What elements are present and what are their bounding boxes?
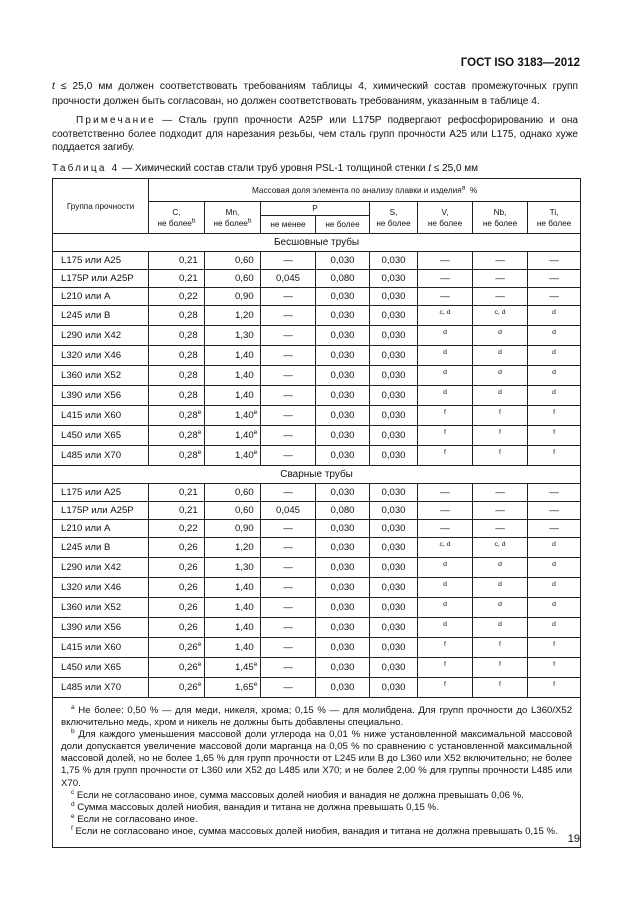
cell-nb: — bbox=[495, 273, 505, 284]
cell-p-max: 0,030 bbox=[330, 487, 355, 498]
table-row bbox=[53, 426, 581, 446]
table-row bbox=[53, 618, 581, 638]
cell-ti: — bbox=[549, 523, 559, 534]
cell-p-min: 0,045 bbox=[275, 273, 300, 284]
cell-c-sup: e bbox=[197, 640, 202, 648]
cell-mn: 1,30 bbox=[235, 562, 254, 573]
cell-s: 0,030 bbox=[381, 350, 406, 361]
cell-ti: d bbox=[552, 581, 556, 588]
cell-p-min: 0,045 bbox=[275, 505, 300, 516]
mn-header: Mn, не более$^b$ bbox=[205, 202, 261, 234]
table-row bbox=[53, 306, 581, 326]
footnote-text: Если не согласовано иное. bbox=[74, 813, 198, 825]
cell-p-min: — bbox=[283, 682, 293, 693]
table-row bbox=[53, 558, 581, 578]
cell-group: L210 или A bbox=[61, 523, 111, 534]
table-row bbox=[53, 346, 581, 366]
cell-nb: f bbox=[499, 409, 501, 416]
cell-ti: d bbox=[552, 349, 556, 356]
cell-ti: d bbox=[552, 541, 556, 548]
page-number: 19 bbox=[567, 833, 580, 845]
cell-p-max: 0,030 bbox=[330, 370, 355, 381]
cell-p-max: 0,030 bbox=[330, 450, 355, 461]
cell-s: 0,030 bbox=[381, 622, 406, 633]
cell-c: 0,26 bbox=[179, 602, 198, 613]
cell-p-max: 0,080 bbox=[330, 505, 355, 516]
table-row bbox=[53, 484, 581, 502]
cell-p-min: — bbox=[283, 390, 293, 401]
cell-s: 0,030 bbox=[381, 523, 406, 534]
cell-mn: 1,40 bbox=[235, 410, 254, 421]
cell-c: 0,28 bbox=[179, 450, 198, 461]
cell-c: 0,26 bbox=[179, 562, 198, 573]
cell-mn: 1,40 bbox=[235, 430, 254, 441]
cell-group: L290 или X42 bbox=[61, 330, 122, 341]
footnote-marker: b bbox=[71, 728, 75, 735]
cell-s: 0,030 bbox=[381, 602, 406, 613]
cell-nb: f bbox=[499, 641, 501, 648]
cell-p-max: 0,030 bbox=[330, 430, 355, 441]
cell-ti: — bbox=[549, 505, 559, 516]
cell-group: L450 или X65 bbox=[61, 430, 122, 441]
cell-ti: — bbox=[549, 291, 559, 302]
cell-group: L210 или A bbox=[61, 291, 111, 302]
table-row bbox=[53, 406, 581, 426]
cell-p-max: 0,030 bbox=[330, 542, 355, 553]
table-row bbox=[53, 538, 581, 558]
cell-mn: 0,60 bbox=[235, 487, 254, 498]
cell-mn: 1,20 bbox=[235, 310, 254, 321]
cell-v: f bbox=[444, 409, 446, 416]
cell-mn: 0,90 bbox=[235, 291, 254, 302]
table-row bbox=[53, 252, 581, 270]
cell-c: 0,22 bbox=[179, 291, 198, 302]
caption-t-symbol: t bbox=[428, 163, 431, 174]
cell-ti: d bbox=[552, 561, 556, 568]
cell-p-max: 0,030 bbox=[330, 582, 355, 593]
document-header: ГОСТ ISO 3183—2012 bbox=[460, 57, 580, 69]
cell-c: 0,26 bbox=[179, 582, 198, 593]
cell-nb: c, d bbox=[494, 541, 506, 548]
cell-c: 0,21 bbox=[179, 505, 198, 516]
cell-v: d bbox=[443, 349, 447, 356]
cell-mn: 1,30 bbox=[235, 330, 254, 341]
cell-v: d bbox=[443, 581, 447, 588]
cell-p-max: 0,030 bbox=[330, 622, 355, 633]
cell-p-max: 0,030 bbox=[330, 330, 355, 341]
cell-group: L175 или A25 bbox=[61, 487, 122, 498]
cell-p-min: — bbox=[283, 562, 293, 573]
cell-c-sup: e bbox=[197, 408, 202, 416]
cell-group: L390 или X56 bbox=[61, 390, 122, 401]
cell-p-max: 0,030 bbox=[330, 602, 355, 613]
cell-p-min: — bbox=[283, 602, 293, 613]
cell-c: 0,21 bbox=[179, 273, 198, 284]
cell-p-max: 0,030 bbox=[330, 255, 355, 266]
cell-v: d bbox=[443, 329, 447, 336]
footnote bbox=[61, 705, 572, 729]
cell-v: f bbox=[444, 641, 446, 648]
cell-p-min: — bbox=[283, 487, 293, 498]
cell-p-min: — bbox=[283, 582, 293, 593]
cell-mn-sup: e bbox=[253, 448, 258, 456]
cell-mn: 1,45 bbox=[235, 662, 254, 673]
caption-text: — Химический состав стали труб уровня PSL-1 толщиной стенки bbox=[119, 163, 429, 174]
cell-nb: — bbox=[495, 291, 505, 302]
cell-mn: 1,40 bbox=[235, 602, 254, 613]
cell-c: 0,28 bbox=[179, 350, 198, 361]
cell-p-min: — bbox=[283, 542, 293, 553]
cell-v: — bbox=[440, 523, 450, 534]
cell-nb: f bbox=[499, 681, 501, 688]
cell-p-min: — bbox=[283, 430, 293, 441]
cell-group: L175P или A25P bbox=[61, 273, 134, 284]
cell-group: L320 или X46 bbox=[61, 582, 122, 593]
cell-mn-sup: e bbox=[253, 660, 258, 668]
cell-s: 0,030 bbox=[381, 487, 406, 498]
cell-ti: d bbox=[552, 369, 556, 376]
cell-mn: 0,60 bbox=[235, 273, 254, 284]
table-row bbox=[53, 658, 581, 678]
cell-v: f bbox=[444, 681, 446, 688]
cell-p-min: — bbox=[283, 410, 293, 421]
cell-group: L360 или X52 bbox=[61, 370, 122, 381]
cell-ti: d bbox=[552, 621, 556, 628]
table-footnotes bbox=[53, 698, 581, 848]
table-row bbox=[53, 326, 581, 346]
cell-v: d bbox=[443, 561, 447, 568]
cell-mn: 0,60 bbox=[235, 255, 254, 266]
cell-nb: f bbox=[499, 661, 501, 668]
table-row bbox=[53, 520, 581, 538]
cell-s: 0,030 bbox=[381, 562, 406, 573]
footnote bbox=[61, 826, 572, 838]
cell-mn: 1,40 bbox=[235, 370, 254, 381]
cell-nb: d bbox=[498, 329, 502, 336]
nb-header: Nb, не более bbox=[473, 202, 528, 234]
cell-v: d bbox=[443, 389, 447, 396]
cell-nb: d bbox=[498, 581, 502, 588]
table-row bbox=[53, 288, 581, 306]
cell-c: 0,21 bbox=[179, 255, 198, 266]
footnote-text: Не более: 0,50 % — для меди, никеля, хрома; 0,15 % — для молибдена. Для групп прочности до L360/X52 включительно медь, хром и никель не должны быть добавлены специально. bbox=[61, 705, 573, 729]
cell-c: 0,26 bbox=[179, 622, 198, 633]
cell-group: L245 или B bbox=[61, 542, 111, 553]
footnote bbox=[61, 729, 572, 789]
cell-p-max: 0,030 bbox=[330, 291, 355, 302]
cell-nb: d bbox=[498, 561, 502, 568]
cell-ti: f bbox=[553, 681, 555, 688]
cell-s: 0,030 bbox=[381, 450, 406, 461]
cell-mn: 1,40 bbox=[235, 390, 254, 401]
cell-c: 0,26 bbox=[179, 642, 198, 653]
chemical-composition-table bbox=[52, 178, 581, 848]
note-text: — Сталь групп прочности A25P или L175P подвергают рефосфорированию и она соответственно более подходит для нарезания резьбы, чем сталь групп прочности A25 или L175, однако хуже поддается загибу. bbox=[52, 115, 578, 153]
cell-c: 0,26 bbox=[179, 542, 198, 553]
footnote-marker: d bbox=[71, 800, 75, 808]
cell-group: L390 или X56 bbox=[61, 622, 122, 633]
caption-suffix: ≤ 25,0 мм bbox=[431, 163, 479, 174]
group-header: Группа прочности bbox=[53, 179, 149, 234]
cell-mn-sup: e bbox=[253, 680, 258, 688]
cell-p-max: 0,030 bbox=[330, 662, 355, 673]
cell-v: — bbox=[440, 291, 450, 302]
footnote bbox=[61, 814, 572, 826]
cell-nb: d bbox=[498, 349, 502, 356]
cell-s: 0,030 bbox=[381, 330, 406, 341]
cell-p-max: 0,030 bbox=[330, 350, 355, 361]
cell-nb: — bbox=[495, 487, 505, 498]
cell-s: 0,030 bbox=[381, 370, 406, 381]
cell-mn: 1,65 bbox=[235, 682, 254, 693]
cell-nb: d bbox=[498, 389, 502, 396]
cell-p-min: — bbox=[283, 622, 293, 633]
cell-group: L485 или X70 bbox=[61, 450, 122, 461]
cell-v: d bbox=[443, 369, 447, 376]
cell-c: 0,28 bbox=[179, 330, 198, 341]
footnote bbox=[61, 790, 572, 802]
footnote-marker: a bbox=[71, 703, 75, 711]
cell-mn: 1,40 bbox=[235, 350, 254, 361]
cell-s: 0,030 bbox=[381, 642, 406, 653]
footnote-marker: c bbox=[71, 788, 75, 796]
cell-c: 0,28 bbox=[179, 310, 198, 321]
cell-v: — bbox=[440, 273, 450, 284]
cell-ti: d bbox=[552, 309, 556, 316]
cell-p-max: 0,030 bbox=[330, 310, 355, 321]
footnote-marker: f bbox=[71, 824, 73, 832]
cell-ti: f bbox=[553, 429, 555, 436]
cell-s: 0,030 bbox=[381, 582, 406, 593]
cell-c: 0,21 bbox=[179, 487, 198, 498]
cell-p-min: — bbox=[283, 662, 293, 673]
intro-paragraph bbox=[52, 80, 578, 109]
cell-s: 0,030 bbox=[381, 291, 406, 302]
cell-v: c, d bbox=[439, 309, 451, 316]
cell-mn: 1,40 bbox=[235, 582, 254, 593]
cell-s: 0,030 bbox=[381, 255, 406, 266]
c-header: C, не более$^b$ bbox=[149, 202, 205, 234]
cell-group: L175 или A25 bbox=[61, 255, 122, 266]
cell-nb: d bbox=[498, 369, 502, 376]
cell-v: d bbox=[443, 601, 447, 608]
cell-nb: — bbox=[495, 505, 505, 516]
cell-nb: d bbox=[498, 621, 502, 628]
cell-group: L175P или A25P bbox=[61, 505, 134, 516]
cell-c-sup: e bbox=[197, 428, 202, 436]
cell-ti: — bbox=[549, 273, 559, 284]
cell-nb: f bbox=[499, 429, 501, 436]
cell-ti: f bbox=[553, 661, 555, 668]
cell-p-min: — bbox=[283, 370, 293, 381]
cell-p-max: 0,030 bbox=[330, 410, 355, 421]
cell-mn: 0,60 bbox=[235, 505, 254, 516]
t-symbol: t bbox=[52, 81, 55, 92]
v-header: V, не более bbox=[418, 202, 473, 234]
cell-v: d bbox=[443, 621, 447, 628]
section-seamless: Бесшовные трубы bbox=[53, 234, 581, 252]
cell-c-sup: e bbox=[197, 660, 202, 668]
footnote-marker: e bbox=[71, 812, 75, 820]
p-min-header: не менее bbox=[261, 216, 316, 234]
footnote-text: Сумма массовых долей ниобия, ванадия и титана не должна превышать 0,15 %. bbox=[74, 801, 439, 813]
cell-mn: 1,40 bbox=[235, 622, 254, 633]
cell-v: — bbox=[440, 505, 450, 516]
cell-ti: — bbox=[549, 487, 559, 498]
cell-v: — bbox=[440, 255, 450, 266]
cell-v: f bbox=[444, 661, 446, 668]
cell-p-max: 0,030 bbox=[330, 682, 355, 693]
cell-c: 0,28 bbox=[179, 430, 198, 441]
cell-p-min: — bbox=[283, 450, 293, 461]
note-paragraph bbox=[52, 114, 578, 155]
cell-p-min: — bbox=[283, 255, 293, 266]
s-header: S, не более bbox=[370, 202, 418, 234]
cell-s: 0,030 bbox=[381, 273, 406, 284]
ti-header: Ti, не более bbox=[528, 202, 581, 234]
caption-label: Таблица 4 bbox=[52, 163, 120, 174]
note-label: Примечание bbox=[76, 115, 156, 126]
footnote-text: Для каждого уменьшения массовой доли углерода на 0,01 % ниже установленной максимальной массовой доли допускается увеличение массовой доли марганца на 0,05 % по сравнению с установленной максимальной массовой долей, но не более 1,65 % для групп прочности от L245 или B до L360 или X52 включительно; не более 1,75 % для групп прочности от L360 или X52 до L485 или X70; и не более 2,00 % для группы прочности L485 или X70. bbox=[61, 729, 573, 789]
cell-ti: f bbox=[553, 641, 555, 648]
cell-c: 0,28 bbox=[179, 410, 198, 421]
cell-group: L485 или X70 bbox=[61, 682, 122, 693]
cell-s: 0,030 bbox=[381, 430, 406, 441]
cell-v: f bbox=[444, 449, 446, 456]
cell-c-sup: e bbox=[197, 680, 202, 688]
table-caption bbox=[52, 163, 478, 174]
table-row bbox=[53, 270, 581, 288]
section-welded: Сварные трубы bbox=[53, 466, 581, 484]
cell-c: 0,28 bbox=[179, 370, 198, 381]
cell-mn-sup: e bbox=[253, 408, 258, 416]
cell-nb: d bbox=[498, 601, 502, 608]
cell-group: L450 или X65 bbox=[61, 662, 122, 673]
cell-group: L320 или X46 bbox=[61, 350, 122, 361]
cell-p-max: 0,030 bbox=[330, 523, 355, 534]
table-row bbox=[53, 578, 581, 598]
cell-s: 0,030 bbox=[381, 505, 406, 516]
cell-ti: — bbox=[549, 255, 559, 266]
cell-nb: — bbox=[495, 255, 505, 266]
cell-c: 0,26 bbox=[179, 662, 198, 673]
cell-ti: d bbox=[552, 389, 556, 396]
intro-text: ≤ 25,0 мм должен соответствовать требованиям таблицы 4, химический состав промежуточных групп прочности должен быть согласован, но должен соответствовать требованиям, указанным в таблице 4. bbox=[52, 81, 578, 107]
cell-mn: 1,20 bbox=[235, 542, 254, 553]
cell-group: L415 или X60 bbox=[61, 642, 122, 653]
cell-ti: d bbox=[552, 601, 556, 608]
cell-v: — bbox=[440, 487, 450, 498]
cell-v: c, d bbox=[439, 541, 451, 548]
cell-mn-sup: e bbox=[253, 428, 258, 436]
table-row bbox=[53, 638, 581, 658]
cell-s: 0,030 bbox=[381, 390, 406, 401]
cell-s: 0,030 bbox=[381, 662, 406, 673]
cell-s: 0,030 bbox=[381, 310, 406, 321]
cell-c: 0,26 bbox=[179, 682, 198, 693]
p-header: P bbox=[261, 202, 370, 216]
cell-p-max: 0,080 bbox=[330, 273, 355, 284]
cell-c: 0,28 bbox=[179, 390, 198, 401]
footnote bbox=[61, 802, 572, 814]
mass-header: Массовая доля элемента по анализу плавки и изделия$^a$ % bbox=[149, 179, 581, 202]
cell-nb: f bbox=[499, 449, 501, 456]
footnote-text: Если не согласовано иное, сумма массовых долей ниобия и ванадия не должна превышать 0,06 %. bbox=[74, 789, 524, 801]
cell-group: L245 или B bbox=[61, 310, 111, 321]
cell-group: L360 или X52 bbox=[61, 602, 122, 613]
cell-s: 0,030 bbox=[381, 682, 406, 693]
cell-ti: f bbox=[553, 409, 555, 416]
cell-c: 0,22 bbox=[179, 523, 198, 534]
cell-c-sup: e bbox=[197, 448, 202, 456]
cell-mn: 0,90 bbox=[235, 523, 254, 534]
table-row bbox=[53, 502, 581, 520]
table-row bbox=[53, 678, 581, 698]
cell-ti: f bbox=[553, 449, 555, 456]
cell-p-max: 0,030 bbox=[330, 390, 355, 401]
cell-group: L415 или X60 bbox=[61, 410, 122, 421]
cell-p-min: — bbox=[283, 523, 293, 534]
cell-p-min: — bbox=[283, 330, 293, 341]
table-row bbox=[53, 598, 581, 618]
cell-p-max: 0,030 bbox=[330, 642, 355, 653]
table-row bbox=[53, 386, 581, 406]
cell-group: L290 или X42 bbox=[61, 562, 122, 573]
cell-s: 0,030 bbox=[381, 410, 406, 421]
cell-s: 0,030 bbox=[381, 542, 406, 553]
cell-p-max: 0,030 bbox=[330, 562, 355, 573]
cell-p-min: — bbox=[283, 291, 293, 302]
cell-p-min: — bbox=[283, 310, 293, 321]
cell-p-min: — bbox=[283, 350, 293, 361]
cell-mn: 1,40 bbox=[235, 642, 254, 653]
table-row bbox=[53, 446, 581, 466]
cell-p-min: — bbox=[283, 642, 293, 653]
cell-v: f bbox=[444, 429, 446, 436]
table-row bbox=[53, 366, 581, 386]
cell-ti: d bbox=[552, 329, 556, 336]
cell-mn: 1,40 bbox=[235, 450, 254, 461]
p-max-header: не более bbox=[316, 216, 370, 234]
cell-nb: c, d bbox=[494, 309, 506, 316]
cell-nb: — bbox=[495, 523, 505, 534]
footnote-text: Если не согласовано иное, сумма массовых долей ниобия, ванадия и титана не должна превышать 0,15 %. bbox=[72, 825, 558, 837]
